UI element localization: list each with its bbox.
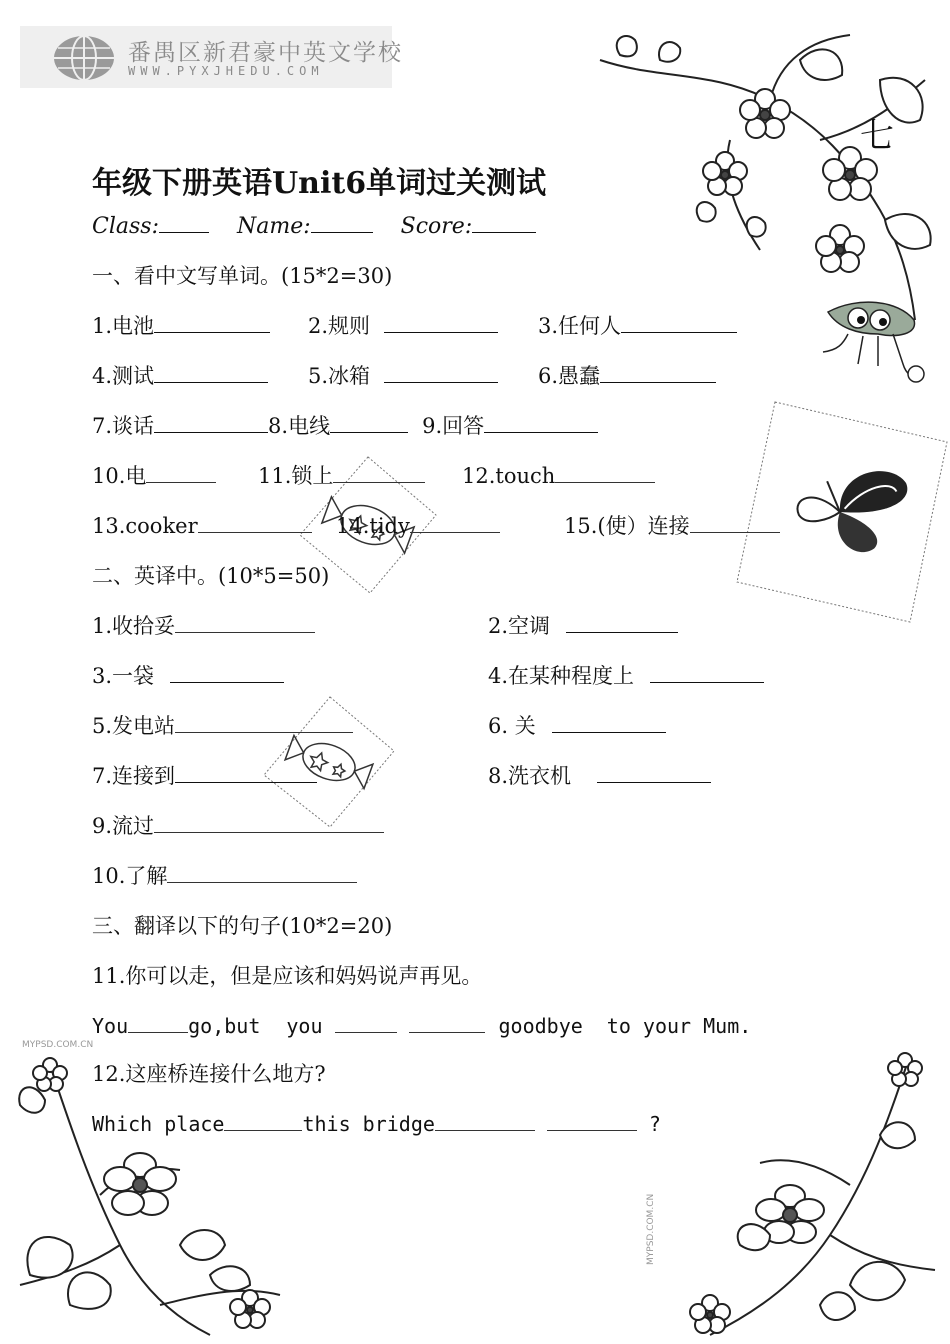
class-label: Class: (92, 214, 159, 239)
s2-item-2: 2.空调 (488, 612, 678, 640)
s1-item-12: 12.touch (462, 462, 655, 490)
school-url: WWW.PYXJHEDU.COM (128, 64, 324, 78)
name-label: Name: (236, 214, 311, 239)
answer-blank[interactable] (600, 362, 716, 383)
s2-item-3: 3.一袋 (92, 662, 284, 690)
answer-blank[interactable] (597, 762, 711, 783)
watermark-bottom: MYPSD.COM.CN (646, 1193, 656, 1265)
s1-item-14: 14.tidy (336, 512, 500, 540)
s1-item-13: 13.cooker (92, 512, 312, 540)
answer-blank[interactable] (621, 312, 737, 333)
s1-item-9: 9.回答 (422, 414, 485, 438)
s2-item-7: 7.连接到 (92, 762, 317, 790)
page-title: 年级下册英语Unit6单词过关测试 (92, 166, 547, 201)
answer-blank[interactable] (650, 662, 764, 683)
s1-item-10: 10.电 (92, 462, 216, 490)
answer-blank[interactable] (167, 862, 357, 883)
score-label: Score: (400, 214, 473, 239)
s1-item-15: 15.(使）连接 (564, 512, 780, 540)
s1-item-3: 3.任何人 (538, 312, 737, 340)
flower-vine-top-right-icon (580, 20, 940, 320)
q12-prompt: 12.这座桥连接什么地方? (92, 1062, 326, 1086)
globe-logo-icon (52, 32, 116, 84)
answer-blank[interactable] (566, 612, 678, 633)
q11-prompt: 11.你可以走，但是应该和妈妈说声再见。 (92, 964, 483, 988)
section2-heading: 二、英译中。(10*5=50) (92, 564, 330, 588)
grade-mark: 七 (860, 116, 894, 156)
s1-item-1: 1.电池 (92, 312, 270, 340)
answer-blank[interactable] (384, 362, 498, 383)
answer-blank[interactable] (435, 1110, 535, 1131)
section3-heading: 三、翻译以下的句子(10*2=20) (92, 914, 393, 938)
q12-sentence: Which place this bridge ? (92, 1112, 661, 1136)
answer-blank[interactable] (224, 1110, 302, 1131)
answer-blank[interactable] (555, 462, 655, 483)
answer-blank[interactable] (552, 712, 666, 733)
answer-blank[interactable] (690, 512, 780, 533)
s2-item-4: 4.在某种程度上 (488, 662, 764, 690)
answer-blank[interactable] (154, 412, 268, 433)
answer-blank[interactable] (547, 1110, 637, 1131)
answer-blank[interactable] (333, 462, 425, 483)
answer-blank[interactable] (154, 812, 384, 833)
answer-blank[interactable] (198, 512, 312, 533)
s2-item-6: 6. 关 (488, 712, 666, 740)
s1-item-6: 6.愚蠢 (538, 362, 716, 390)
watermark-left: MYPSD.COM.CN (22, 1040, 94, 1050)
answer-blank[interactable] (128, 1012, 188, 1033)
name-blank[interactable] (311, 210, 373, 233)
s1-item-4: 4.测试 (92, 362, 268, 390)
cartoon-bug-icon (818, 294, 928, 384)
flower-bottom-right-icon (670, 1045, 940, 1340)
s2-item-5: 5.发电站 (92, 712, 353, 740)
answer-blank[interactable] (154, 312, 270, 333)
s1-item-7: 7.谈话 (92, 414, 155, 438)
answer-blank[interactable] (384, 312, 498, 333)
answer-blank[interactable] (335, 1012, 397, 1033)
answer-blank[interactable] (484, 412, 598, 433)
school-name: 番禺区新君豪中英文学校 (128, 40, 403, 66)
s2-item-10: 10.了解 (92, 862, 357, 890)
s1-item-2: 2.规则 (308, 312, 498, 340)
s1-row-3 (92, 412, 598, 440)
class-blank[interactable] (159, 210, 209, 233)
answer-blank[interactable] (170, 662, 284, 683)
answer-blank[interactable] (154, 362, 268, 383)
s2-item-9: 9.流过 (92, 812, 384, 840)
answer-blank[interactable] (409, 1012, 485, 1033)
q11-sentence: You go,but you goodbye to your Mum. (92, 1014, 752, 1038)
answer-blank[interactable] (410, 512, 500, 533)
score-blank[interactable] (472, 210, 536, 233)
s2-item-1: 1.收拾妥 (92, 612, 315, 640)
s1-item-8: 8.电线 (268, 414, 331, 438)
s2-item-8: 8.洗衣机 (488, 762, 711, 790)
student-info-row (92, 210, 536, 239)
s1-item-5: 5.冰箱 (308, 362, 498, 390)
answer-blank[interactable] (330, 412, 408, 433)
s1-item-11: 11.锁上 (258, 462, 425, 490)
answer-blank[interactable] (175, 762, 317, 783)
section1-heading: 一、看中文写单词。(15*2=30) (92, 264, 393, 288)
answer-blank[interactable] (146, 462, 216, 483)
flower-bottom-left-icon (10, 1045, 310, 1340)
answer-blank[interactable] (175, 612, 315, 633)
answer-blank[interactable] (175, 712, 353, 733)
